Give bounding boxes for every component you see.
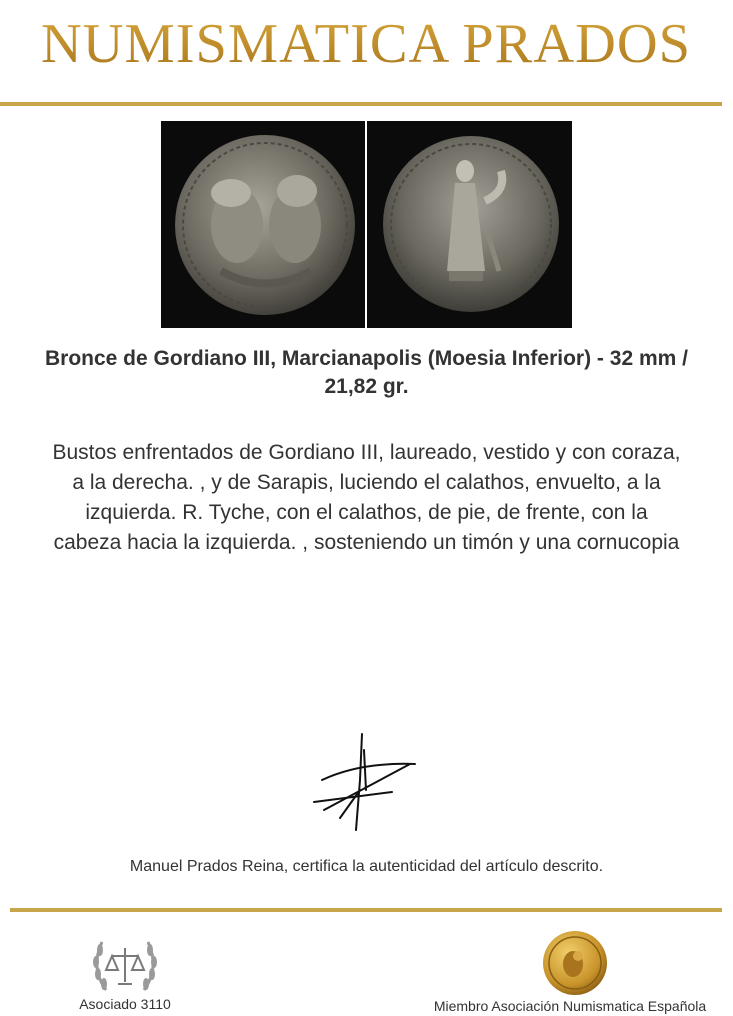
coin-description: Bustos enfrentados de Gordiano III, laureado, vestido y con coraza, a la derecha. , y de Sarapis, luciendo el calathos, envuelto, a la izquierda. R. Tyche, con el calathos, de pie, de frente, con la cabeza hacia la izquierda. , sosteniendo un timón y una cornucopia bbox=[52, 441, 681, 554]
coin-title: Bronce de Gordiano III, Marcianapolis (Moesia Inferior) - 32 mm / 21,82 gr. bbox=[45, 347, 688, 398]
top-divider bbox=[0, 102, 722, 106]
coin-obverse-image bbox=[161, 121, 365, 328]
association-id: Asociado 3110 bbox=[79, 996, 171, 1012]
laurel-scales-icon bbox=[86, 930, 164, 998]
coin-reverse-image bbox=[367, 121, 572, 328]
brand-logo bbox=[0, 4, 733, 82]
membership-caption: Miembro Asociación Numismatica Española bbox=[433, 998, 707, 1014]
certificate-statement: Manuel Prados Reina, certifica la autenticidad del artículo descrito. bbox=[129, 858, 604, 875]
bottom-divider bbox=[10, 908, 722, 912]
coin-photo bbox=[161, 121, 572, 328]
gold-coin-medallion-icon bbox=[542, 930, 608, 996]
handwritten-signature bbox=[300, 730, 425, 840]
brand-name: NUMISMATICA PRADOS bbox=[41, 13, 691, 75]
